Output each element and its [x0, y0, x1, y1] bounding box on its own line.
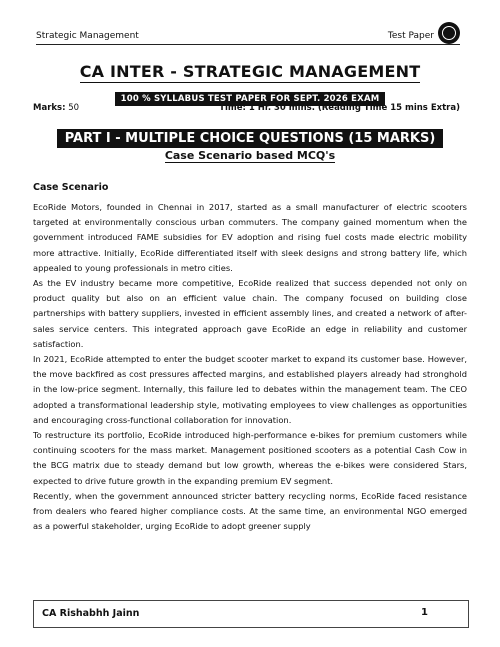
page-header [36, 22, 460, 42]
footer-author: CA Rishabhh Jainn [42, 608, 140, 619]
page-number: 1 [421, 607, 428, 618]
section-subtitle: Case Scenario based MCQ's [164, 149, 336, 162]
case-paragraph: To restructure its portfolio, EcoRide introduced high-performance e-bikes for premium customers while continuing scooters for the mass market. Management positioned scooters as a potential Cash Cow in the BCG matrix due to steady demand but low growth, whereas the e-bikes were considered Stars, expected to drive future growth in the expanding premium EV segment. [33, 430, 467, 486]
case-paragraph: Recently, when the government announced stricter battery recycling norms, EcoRide faced resistance from dealers who feared higher compliance costs. At the same time, an environmental NGO emerged as a powerful stakeholder, urging EcoRide to adopt greener supply [33, 490, 467, 532]
case-heading: Case Scenario [33, 182, 109, 193]
case-paragraph: EcoRide Motors, founded in Chennai in 2017, started as a small manufacturer of electric scooters targeted at environmentally conscious urban commuters. The company gained momentum when the government introduced FAME subsidies for EV adoption and rising fuel costs made electric mobility more attractive. Initially, EcoRide differentiated itself with sleek designs and strong battery life, which appealed to young professionals in metro cities. [33, 202, 467, 273]
header-divider [36, 44, 460, 45]
page-footer [33, 600, 469, 628]
part-heading: PART I - MULTIPLE CHOICE QUESTIONS (15 MARKS) [57, 129, 444, 148]
case-body [33, 200, 467, 534]
time-info: Time: 1 Hr. 30 mins. (Reading Time 15 mins Extra) [219, 103, 460, 113]
author-logo-icon [438, 22, 460, 44]
marks-value: 50 [68, 103, 80, 113]
case-paragraph: In 2021, EcoRide attempted to enter the budget scooter market to expand its customer base. However, the move backfired as cost pressures affected margins, and established players already had stronghold in the low-price segment. Internally, this failure led to debates within the management team. The CEO adopted a transformational leadership style, motivating employees to view challenges as opportunities and encouraging cross-functional collaboration for innovation. [33, 354, 467, 425]
header-subject: Strategic Management [36, 31, 139, 41]
marks-label: Marks: [33, 103, 66, 113]
marks-info [33, 103, 79, 113]
paper-title: CA INTER - STRATEGIC MANAGEMENT [79, 62, 421, 81]
syllabus-banner: 100 % SYLLABUS TEST PAPER FOR SEPT. 2026 EXAM [115, 92, 386, 106]
case-paragraph: As the EV industry became more competitive, EcoRide realized that success depended not only on product quality but also on an efficient value chain. The company focused on building close partnerships with battery suppliers, invested in efficient assembly lines, and created a network of after-sales service centers. This integrated approach gave EcoRide an edge in reliability and customer satisfaction. [33, 278, 467, 349]
header-doc-type: Test Paper [387, 31, 434, 41]
